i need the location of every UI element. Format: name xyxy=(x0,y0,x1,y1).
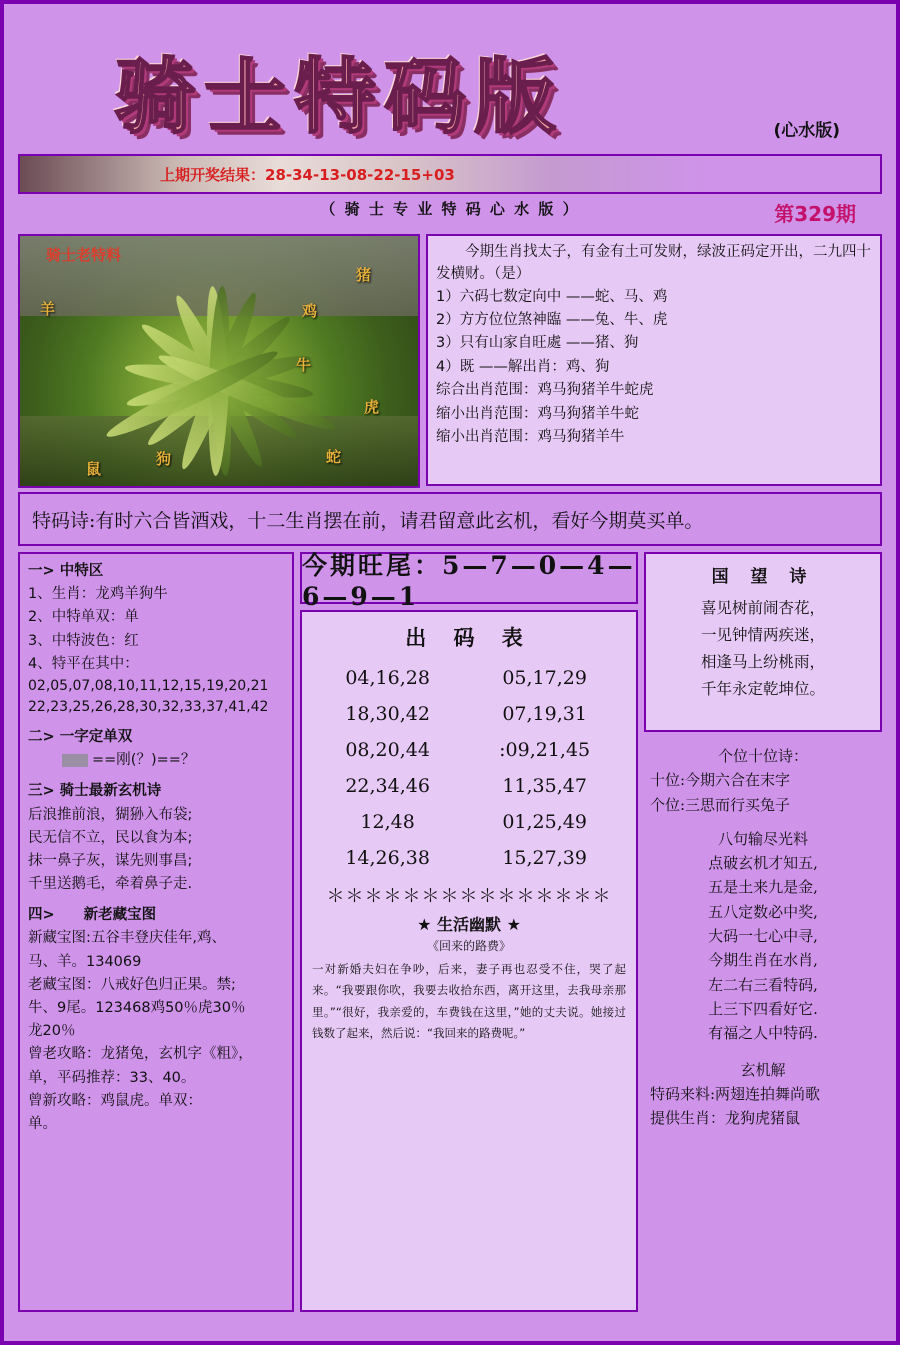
left-s2-value: ==刚(？)==？ xyxy=(92,752,196,769)
content-columns xyxy=(18,552,882,1312)
code-table xyxy=(312,660,626,876)
photo-notes-row xyxy=(18,234,882,486)
wang-wei-text: 今期旺尾：5—7—0—4—6—9—1 xyxy=(302,550,636,611)
eight-line-1: 点破玄机才知五, xyxy=(708,854,818,873)
left-s4-title: 四> 新老藏宝图 xyxy=(28,907,157,924)
code-cell-4-1: 01,25,49 xyxy=(502,811,587,833)
xuanji-line-0: 特码来料:两翅连拍舞尚歌 xyxy=(650,1084,821,1103)
notes-intro: 今期生肖找太子，有金有土可发财，绿波正码定开出，二九四十发横财。（是） xyxy=(436,244,871,282)
table-row xyxy=(312,768,626,804)
photo-label-5: 蛇 xyxy=(326,448,342,466)
star-divider: ＊＊＊＊＊＊＊＊＊＊＊＊＊＊＊ xyxy=(326,886,612,907)
code-cell-5-0: 14,26,38 xyxy=(345,847,430,869)
plant-photo xyxy=(18,234,420,488)
left-s1-nums-0: 02,05,07,08,10,11,12,15,19,20,21 xyxy=(28,677,269,694)
left-column xyxy=(18,552,294,1312)
issue-number: 第329期 xyxy=(774,202,856,226)
notes-line-1: 2）方方位位煞神臨 ——兔、牛、虎 xyxy=(436,311,668,328)
photo-label-4: 虎 xyxy=(364,398,380,416)
notes-line-3: 4）既 ——解出肖：鸡、狗 xyxy=(436,358,610,375)
left-s1-title: 一> 中特区 xyxy=(28,563,104,579)
code-cell-4-0: 12,48 xyxy=(360,811,415,833)
guowang-poem-line-3: 千年永定乾坤位。 xyxy=(700,680,825,699)
code-cell-2-1: :09,21,45 xyxy=(499,739,591,761)
left-s1-line-1: 2、中特单双：单 xyxy=(28,609,139,626)
left-s2-title: 二> 一字定单双 xyxy=(28,728,133,745)
photo-caption: 骑士老特料 xyxy=(46,246,122,264)
left-s4-line-3: 牛、9尾。123468鸡50％虎30％ xyxy=(28,1000,246,1016)
guowang-poem-line-0: 喜见树前闹杏花， xyxy=(700,599,825,617)
table-row xyxy=(312,840,626,876)
photo-label-6: 狗 xyxy=(156,450,172,468)
left-s4-line-7: 曾新攻略：鸡鼠虎。单双： xyxy=(28,1092,202,1109)
title-subtitle: (心水版) xyxy=(773,121,840,141)
code-cell-3-0: 22,34,46 xyxy=(345,775,430,797)
gray-block-icon xyxy=(62,754,88,767)
last-result-text: 上期开奖结果：28-34-13-08-22-15+03 xyxy=(160,166,455,184)
code-table-box xyxy=(300,610,638,1312)
middle-column xyxy=(300,552,638,1312)
left-s4-line-0: 新藏宝图:五谷丰登庆佳年,鸡、 xyxy=(28,930,226,947)
code-cell-1-1: 07,19,31 xyxy=(502,703,587,725)
joke-title: ★ 生活幽默 ★ xyxy=(417,915,521,934)
eight-line-8: 有福之人中特码. xyxy=(708,1024,818,1043)
wang-wei-box xyxy=(300,550,638,611)
left-s3-line-3: 千里送鹅毛，牵着鼻子走. xyxy=(28,876,193,893)
code-table-title: 出 码 表 xyxy=(405,625,533,650)
notes-line-5: 缩小出肖范围：鸡马狗猪羊牛蛇 xyxy=(436,405,639,422)
left-s4-line-1: 马、羊。134069 xyxy=(28,953,142,970)
eight-line-5: 今期生肖在水肖, xyxy=(708,951,818,970)
left-s1-nums-1: 22,23,25,26,28,30,32,33,37,41,42 xyxy=(28,698,269,715)
table-row xyxy=(312,696,626,732)
special-code-poem-text: 特码诗:有时六合皆酒戏，十二生肖摆在前，请君留意此玄机，看好今期莫买单。 xyxy=(32,509,704,532)
left-s3-line-1: 民无信不立，民以食为本; xyxy=(28,829,193,846)
unit-line-1: 个位:三思而行买兔子 xyxy=(650,795,791,814)
eight-line-3: 五八定数必中奖, xyxy=(708,902,818,921)
code-cell-2-0: 08,20,44 xyxy=(345,739,430,761)
guowang-poem-title: 国 望 诗 xyxy=(711,567,815,587)
left-s1-line-3: 4、特平在其中： xyxy=(28,655,139,672)
xuanji-title: 玄机解 xyxy=(740,1060,786,1079)
left-s1-line-0: 1、生肖：龙鸡羊狗牛 xyxy=(28,586,168,603)
last-result-bar xyxy=(18,154,882,194)
photo-label-7: 鼠 xyxy=(86,460,102,478)
table-row xyxy=(312,660,626,696)
guowang-poem-line-1: 一见钟情两疾迷， xyxy=(700,626,825,645)
photo-label-1: 猪 xyxy=(356,266,372,284)
notes-box xyxy=(426,234,882,486)
left-s1-line-2: 3、中特波色：红 xyxy=(28,632,139,649)
photo-label-0: 羊 xyxy=(40,300,56,318)
code-cell-3-1: 11,35,47 xyxy=(502,775,587,797)
joke-subtitle: 《回来的路费》 xyxy=(426,939,511,953)
right-column xyxy=(644,552,882,1312)
special-code-poem xyxy=(18,492,882,546)
unit-line-0: 十位:今期六合在末字 xyxy=(650,771,791,790)
code-cell-1-0: 18,30,42 xyxy=(345,703,430,725)
page-title: 骑士特码版 xyxy=(114,50,565,145)
code-cell-0-0: 04,16,28 xyxy=(345,667,430,689)
right-extra-box xyxy=(644,740,882,1312)
guowang-poem-box xyxy=(644,552,882,732)
left-s3-line-0: 后浪推前浪，猢狲入布袋; xyxy=(28,806,193,823)
notes-line-4: 综合出肖范围：鸡马狗猪羊牛蛇虎 xyxy=(436,382,654,399)
left-s3-title: 三> 骑士最新玄机诗 xyxy=(28,783,162,800)
eight-line-6: 左二右三看特码, xyxy=(708,975,818,994)
left-s4-line-6: 单，平码推荐：33、40。 xyxy=(28,1069,196,1086)
eight-line-2: 五是土来九是金, xyxy=(708,878,818,897)
xuanji-line-1: 提供生肖：龙狗虎猪鼠 xyxy=(650,1109,801,1128)
left-s3-line-2: 抹一鼻子灰，谋先则事昌; xyxy=(28,852,193,869)
eight-line-4: 大码一七心中寻, xyxy=(708,927,818,946)
unit-title: 个位十位诗： xyxy=(717,747,808,765)
notes-line-0: 1）六码七数定向中 ——蛇、马、鸡 xyxy=(436,288,668,305)
code-cell-5-1: 15,27,39 xyxy=(502,847,587,869)
photo-label-2: 鸡 xyxy=(302,302,318,320)
table-row xyxy=(312,804,626,840)
eight-line-7: 上三下四看好它. xyxy=(708,999,818,1018)
eight-line-0: 八句输尽光料 xyxy=(717,829,808,848)
joke-body: 一对新婚夫妇在争吵，后来，妻子再也忍受不住，哭了起来。“我要跟你吹，我要去收拾东西，离开这里，去我母亲那里。”“很好，我亲爱的，车费钱在这里，”她的丈夫说。她接过钱数了起来，然后说：“我回来的路费呢。” xyxy=(312,962,626,1040)
photo-label-3: 牛 xyxy=(296,356,312,374)
left-s4-line-2: 老藏宝图：八戒好色归正果。禁; xyxy=(28,976,236,993)
title-section xyxy=(4,4,896,154)
guowang-poem-line-2: 相逢马上纷桃雨， xyxy=(700,653,825,672)
left-s4-line-8: 单。 xyxy=(28,1115,57,1132)
notes-line-6: 缩小出肖范围：鸡马狗猪羊牛 xyxy=(436,429,625,446)
left-s4-line-5: 曾老攻略：龙猪兔，玄机字《粗》， xyxy=(28,1046,253,1063)
code-cell-0-1: 05,17,29 xyxy=(502,667,587,689)
left-s4-line-4: 龙20％ xyxy=(28,1023,76,1040)
table-row xyxy=(312,732,626,768)
center-subtitle: （ 骑 士 专 业 特 码 心 水 版 ） xyxy=(320,200,580,218)
notes-line-2: 3）只有山家自旺處 ——猪、狗 xyxy=(436,335,639,352)
